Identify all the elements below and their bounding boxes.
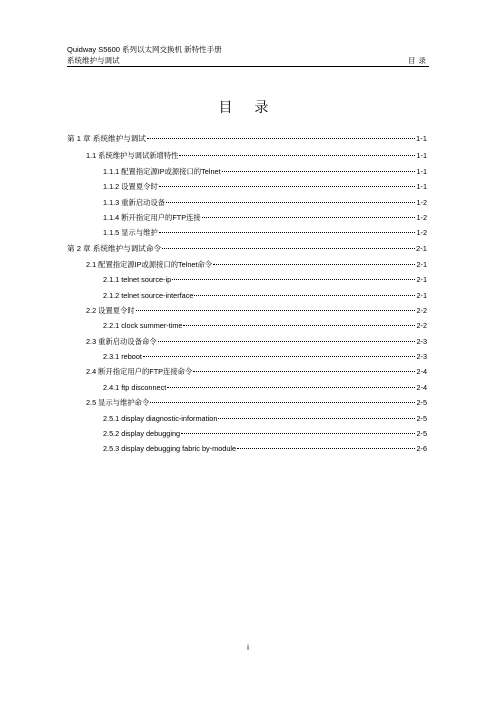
- toc-entry[interactable]: [67, 337, 427, 346]
- toc-entry[interactable]: [67, 198, 427, 207]
- toc-leader-dots: [237, 448, 415, 449]
- toc-entry-page: 1-1: [416, 166, 427, 176]
- toc-entry-page: 1-1: [416, 134, 427, 143]
- toc-entry-title: 2.2 设置夏令时: [86, 306, 135, 315]
- toc-entry-page: 2-2: [416, 321, 427, 330]
- toc-entry[interactable]: [67, 321, 427, 330]
- toc-leader-dots: [136, 310, 416, 311]
- toc-entry[interactable]: [67, 228, 427, 237]
- page-number: i: [247, 643, 249, 652]
- toc-entry[interactable]: [67, 444, 427, 453]
- toc-entry[interactable]: [67, 383, 427, 392]
- toc-entry-title: 2.5.1 display diagnostic-information: [103, 413, 218, 423]
- page-title: 目 录: [218, 99, 278, 115]
- toc-entry-title: 2.3 重新启动设备命令: [86, 337, 157, 346]
- toc-entry[interactable]: [67, 352, 427, 361]
- toc-entry-page: 2-1: [416, 275, 427, 284]
- toc-entry-title: 2.5.3 display debugging fabric by-module: [103, 444, 237, 453]
- toc-leader-dots: [162, 248, 415, 249]
- toc-entry-page: 1-1: [416, 182, 427, 191]
- toc-entry-title: 第 2 章 系统维护与调试命令: [67, 244, 162, 253]
- toc-entry[interactable]: [67, 244, 427, 253]
- toc-entry-page: 2-1: [416, 260, 427, 269]
- toc-entry-title: 2.5.2 display debugging: [103, 429, 181, 438]
- toc-entry-page: 2-5: [416, 398, 427, 407]
- toc-leader-dots: [166, 202, 415, 203]
- toc-entry[interactable]: [67, 151, 427, 160]
- toc-entry-page: 2-1: [416, 244, 427, 253]
- toc-leader-dots: [167, 387, 415, 388]
- toc-entry[interactable]: [67, 414, 427, 423]
- toc-entry-title: 2.5 显示与维护命令: [86, 398, 150, 407]
- toc-leader-dots: [213, 264, 415, 265]
- toc-entry-title: 2.4.1 ftp disconnect: [103, 382, 167, 392]
- toc-entry[interactable]: [67, 275, 427, 284]
- toc-leader-dots: [159, 186, 416, 187]
- toc-entry-page: 2-1: [416, 290, 427, 300]
- toc-entry-page: 2-5: [416, 413, 427, 423]
- toc-entry-page: 1-2: [416, 213, 427, 222]
- toc-entry-page: 2-3: [416, 352, 427, 361]
- toc-entry-page: 1-2: [416, 197, 427, 207]
- toc-leader-dots: [183, 325, 415, 326]
- running-header-title: Quidway S5600 系列以太网交换机 新特性手册: [67, 45, 222, 54]
- toc-entry[interactable]: [67, 367, 427, 376]
- toc-leader-dots: [172, 279, 415, 280]
- toc-entry[interactable]: [67, 134, 427, 143]
- toc-entry-title: 2.3.1 reboot: [103, 352, 142, 361]
- toc-leader-dots: [194, 295, 415, 296]
- toc-entry-title: 2.1.2 telnet source-interface: [103, 290, 194, 300]
- toc-entry-title: 1.1.4 断开指定用户的FTP连接: [103, 213, 201, 222]
- running-header-section: 系统维护与调试: [67, 56, 120, 65]
- toc-entry-page: 2-5: [416, 429, 427, 438]
- toc-entry[interactable]: [67, 398, 427, 407]
- toc-entry-page: 2-2: [416, 306, 427, 315]
- toc-entry-page: 1-1: [416, 151, 427, 160]
- toc-entry-page: 2-6: [416, 444, 427, 453]
- toc-entry[interactable]: [67, 306, 427, 315]
- toc-entry[interactable]: [67, 429, 427, 438]
- toc-entry[interactable]: [67, 167, 427, 176]
- toc-entry-page: 2-3: [416, 337, 427, 346]
- toc-entry[interactable]: [67, 182, 427, 191]
- toc-leader-dots: [222, 171, 416, 172]
- toc-leader-dots: [159, 232, 416, 233]
- toc-entry-title: 1.1 系统维护与调试新增特性: [86, 151, 179, 160]
- toc-entry[interactable]: [67, 291, 427, 300]
- toc-entry[interactable]: [67, 260, 427, 269]
- toc-entry-title: 1.1.2 设置夏令时: [103, 182, 158, 191]
- toc-leader-dots: [218, 418, 415, 419]
- toc-entry-page: 2-4: [416, 367, 427, 376]
- toc-entry-title: 第 1 章 系统维护与调试: [67, 134, 146, 143]
- toc-leader-dots: [150, 402, 415, 403]
- toc-leader-dots: [143, 356, 416, 357]
- toc-leader-dots: [181, 433, 415, 434]
- running-header-right: 目录: [408, 56, 429, 65]
- toc-leader-dots: [179, 155, 415, 156]
- toc-leader-dots: [193, 371, 415, 372]
- running-header: [67, 56, 429, 65]
- toc-entry-title: 2.1 配置指定源IP或源接口的Telnet命令: [86, 260, 213, 269]
- toc-entry[interactable]: [67, 213, 427, 222]
- toc-leader-dots: [147, 138, 415, 139]
- toc-entry-title: 2.1.1 telnet source-ip: [103, 275, 172, 284]
- toc-entry-page: 2-4: [416, 382, 427, 392]
- toc-entry-title: 1.1.5 显示与维护: [103, 228, 158, 237]
- header-rule: [67, 66, 429, 67]
- toc-entry-title: 1.1.3 重新启动设备: [103, 197, 166, 207]
- toc-leader-dots: [202, 217, 416, 218]
- toc-entry-title: 1.1.1 配置指定源IP或源接口的Telnet: [103, 166, 221, 176]
- toc-entry-title: 2.2.1 clock summer-time: [103, 321, 183, 330]
- toc-entry-title: 2.4 断开指定用户的FTP连接命令: [86, 367, 193, 376]
- toc-leader-dots: [158, 341, 416, 342]
- toc-entry-page: 1-2: [416, 228, 427, 237]
